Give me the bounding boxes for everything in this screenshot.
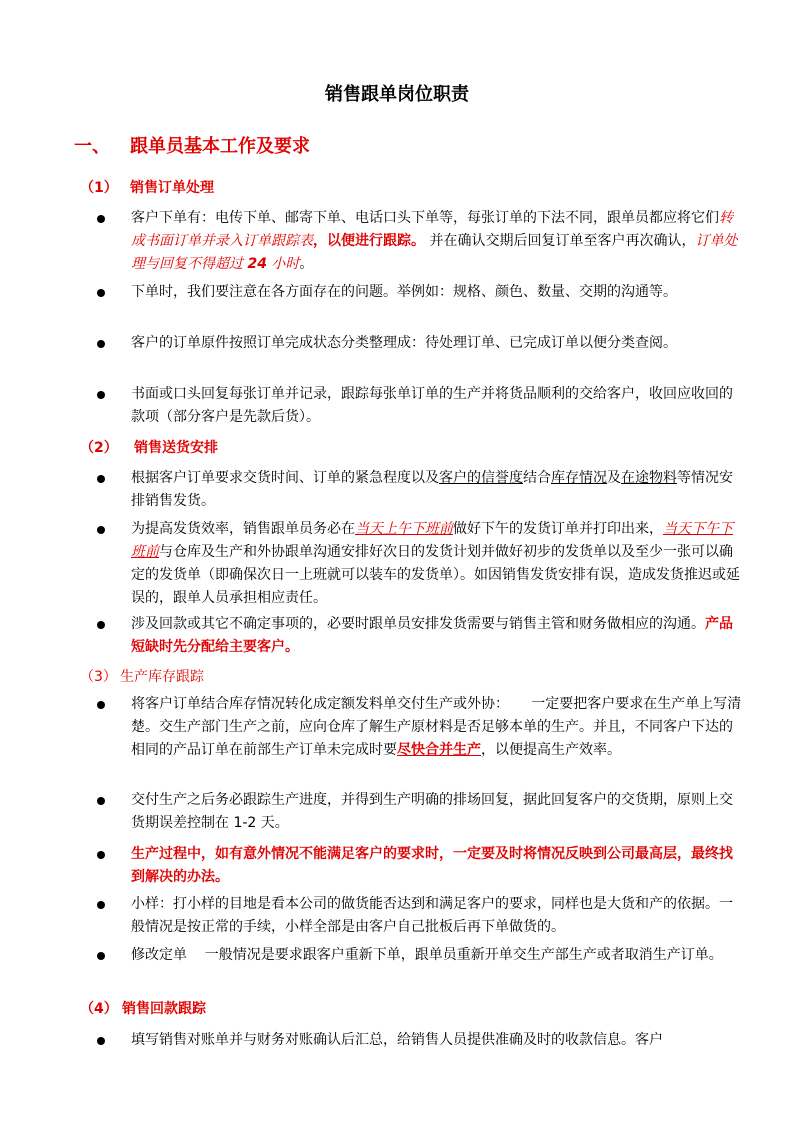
subsection-label: 销售回款跟踪: [122, 1001, 206, 1017]
item-text: 书面或口头回复每张订单并记录，跟踪每张单订单的生产并将货品顺利的交给客户，收回应收回的款项（部分客户是先款后货）。: [131, 386, 733, 425]
list-item: [92, 1029, 752, 1052]
subsection-number: （2）: [80, 440, 118, 456]
bullet-icon: [97, 340, 105, 348]
subsection-number: （4）: [80, 1001, 118, 1017]
underlined-text: 库存情况: [551, 470, 607, 486]
item-text: 生产过程中，如有意外情况不能满足客户的要求时，一定要及时将情况反映到公司最高层，最终找到解决的办法。: [131, 846, 733, 885]
subsection-label: 销售送货安排: [134, 440, 218, 456]
bullet-icon: [97, 952, 105, 960]
section-number: 一、: [74, 136, 110, 157]
subsection-number: （1）: [80, 180, 118, 196]
emphasis-text: 尽快合并生产: [397, 742, 481, 758]
bullet-icon: [97, 475, 105, 483]
list-item: [92, 693, 752, 762]
subsection-heading-2: [80, 439, 218, 457]
list-item: [92, 944, 752, 967]
bullet-icon: [97, 621, 105, 629]
emphasis-text: 产品短缺时先分配给主要客户。: [131, 616, 733, 655]
page-title: 销售跟单岗位职责: [325, 84, 469, 105]
list-item: [92, 789, 752, 835]
emphasis-text: 小时: [266, 256, 300, 272]
subsection-label: 生产库存跟踪: [120, 669, 204, 685]
subsection-heading-3: [80, 668, 204, 686]
bullet-icon: [97, 797, 105, 805]
bullet-icon: [97, 701, 105, 709]
subsection-heading-1: [80, 179, 214, 197]
underlined-text: 在途物料: [621, 470, 677, 486]
underlined-text: 客户的信誉度: [439, 470, 523, 486]
list-item: [92, 207, 752, 276]
emphasis-text: 转成书面订单并录入订单跟踪表: [131, 210, 733, 249]
subsection-number: （3）: [80, 669, 117, 685]
bullet-icon: [97, 215, 105, 223]
item-text: 将客户订单结合库存情况转化成定额发料单交付生产或外协： 一定要把客户要求在生产单上写清楚。交生产部门生产之前，应向仓库了解生产原材料是否足够本单的生产。并且，不同客户下达的相同的产品订单在前部生产订单未完成时要尽快合并生产，以便提高生产效率。: [131, 696, 742, 758]
section-label: 跟单员基本工作及要求: [130, 136, 310, 157]
list-item: [92, 281, 752, 304]
item-text: 填写销售对账单并与财务对账确认后汇总，给销售人员提供准确及时的收款信息。客户: [131, 1032, 663, 1048]
item-text: 下单时，我们要注意在各方面存在的问题。举例如：规格、颜色、数量、交期的沟通等。: [131, 284, 677, 300]
subsection-label: 销售订单处理: [130, 180, 214, 196]
emphasis-number: 24: [247, 256, 267, 272]
bullet-icon: [97, 289, 105, 297]
list-item: [92, 332, 752, 355]
bullet-icon: [97, 901, 105, 909]
list-item: [92, 383, 752, 429]
item-text: 客户的订单原件按照订单完成状态分类整理成：待处理订单、已完成订单以便分类查阅。: [131, 335, 677, 351]
emphasis-text: 当天下午下班前: [131, 521, 733, 560]
list-item: [92, 893, 752, 939]
item-text: 客户下单有：电传下单、邮寄下单、电话口头下单等，每张订单的下法不同，跟单员都应将它们转成书面订单并录入订单跟踪表，以便进行跟踪。 并在确认交期后回复订单至客户再次确认，订单处理与回复不得超过 24 小时。: [131, 210, 738, 272]
list-item: [92, 613, 752, 659]
bullet-icon: [97, 391, 105, 399]
list-item: [92, 843, 752, 889]
item-text: 根据客户订单要求交货时间、订单的紧急程度以及客户的信誉度结合库存情况及在途物料等情况安排销售发货。: [131, 470, 733, 509]
emphasis-text: ，以便进行跟踪。: [313, 233, 425, 249]
emphasis-text: 当天上午下班前: [355, 521, 453, 537]
bullet-icon: [97, 851, 105, 859]
item-text: 涉及回款或其它不确定事项的，必要时跟单员安排发货需要与销售主管和财务做相应的沟通。产品短缺时先分配给主要客户。: [131, 616, 733, 655]
item-text: 修改定单 一般情况是要求跟客户重新下单，跟单员重新开单交生产部生产或者取消生产订单。: [131, 947, 723, 963]
emphasis-text: 订单处理与回复不得超过: [131, 233, 738, 272]
list-item: [92, 518, 752, 610]
list-item: [92, 467, 752, 513]
bullet-icon: [97, 1037, 105, 1045]
subsection-heading-4: [80, 1000, 206, 1018]
section-heading-1: [74, 136, 310, 158]
bullet-icon: [97, 526, 105, 534]
item-text: 为提高发货效率，销售跟单员务必在当天上午下班前做好下午的发货订单并打印出来，当天下午下班前与仓库及生产和外协跟单沟通安排好次日的发货计划并做好初步的发货单以及至少一张可以确定的发货单（即确保次日一上班就可以装车的发货单）。如因销售发货安排有误，造成发货推迟或延误的，跟单人员承担相应责任。: [131, 521, 740, 606]
item-text: 小样：打小样的目地是看本公司的做货能否达到和满足客户的要求，同样也是大货和产的依据。一般情况是按正常的手续，小样全部是由客户自己批板后再下单做货的。: [131, 896, 733, 935]
item-text: 交付生产之后务必跟踪生产进度，并得到生产明确的排场回复，据此回复客户的交货期，原则上交货期误差控制在 1-2 天。: [131, 792, 733, 831]
